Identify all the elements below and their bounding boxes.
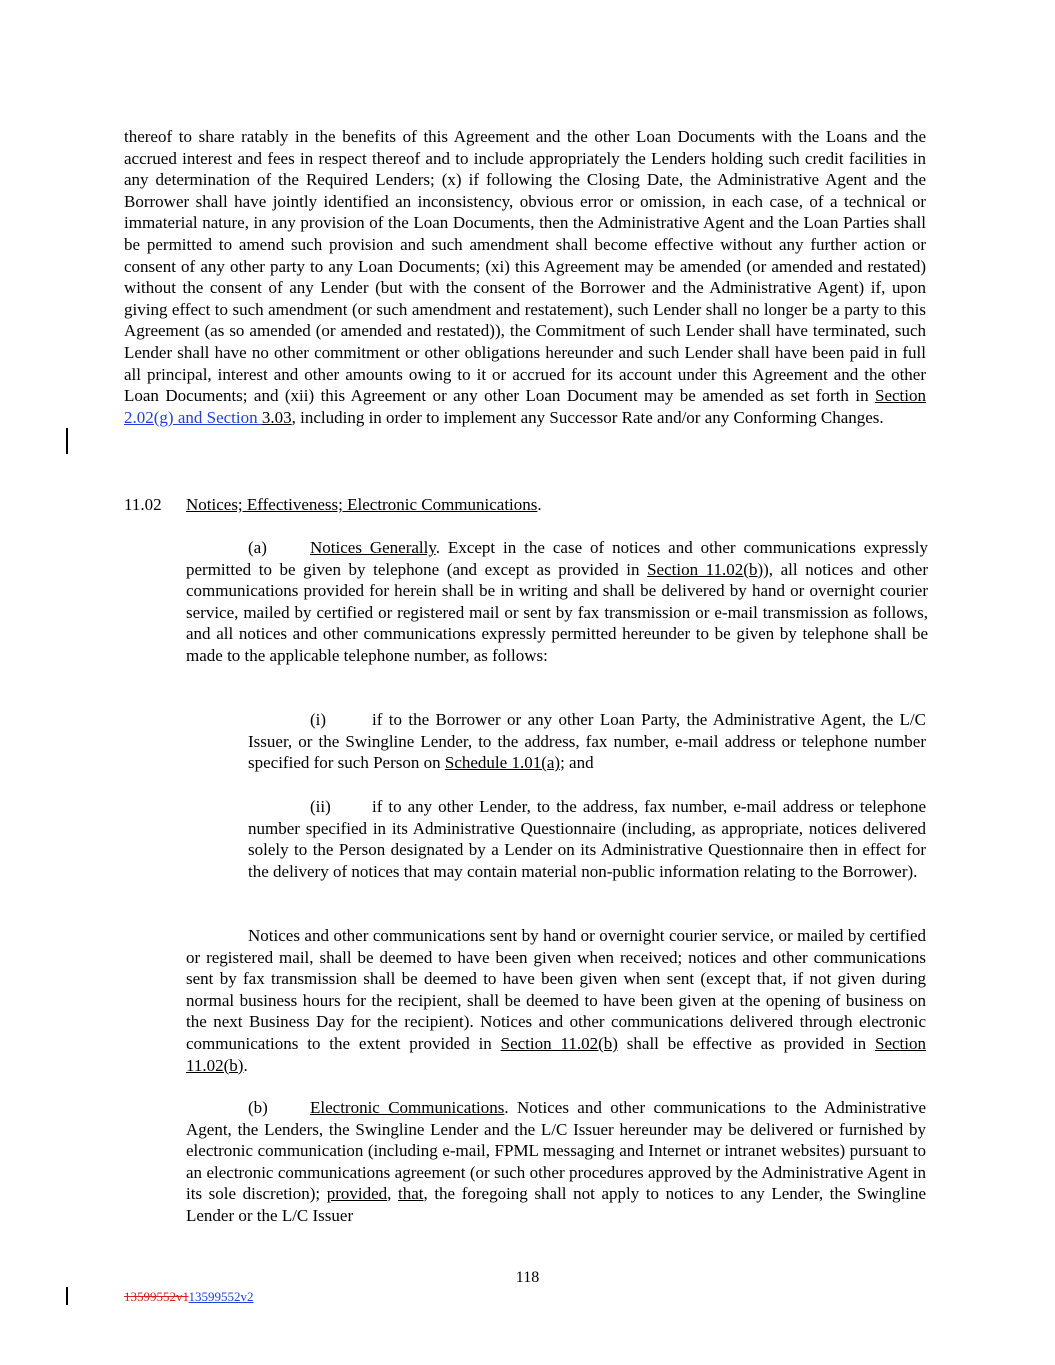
comma-separator: , [387,1184,398,1204]
paragraph-ii [248,796,926,882]
paragraph-notices-effectiveness [186,925,926,1076]
section-ref-word[interactable]: Section [875,386,926,406]
paragraph-title: Notices Generally [310,538,436,557]
paragraph-label: (a) [248,538,267,557]
paragraph-b [186,1097,926,1227]
section-ref-number[interactable]: 3.03 [261,407,292,427]
paragraph-text: . Except in the case of notices and other communications expressly permitted to be given by telephone (and except as provided in [186,538,928,579]
continued-paragraph [124,126,926,428]
paragraph-text-end: , the foregoing shall not apply to notices to any Lender, the Swingline Lender or the L/C Issuer [186,1184,926,1225]
inserted-section-ref[interactable]: 2.02(g) and Section [124,407,262,427]
paragraph-text-end: , including in order to implement any Successor Rate and/or any Conforming Changes. [291,407,884,427]
paragraph-label: (i) [310,710,327,729]
paragraph-label: (ii) [310,797,331,816]
section-number: 11.02 [124,495,162,514]
that-term: that [397,1184,424,1204]
schedule-ref[interactable]: Schedule 1.01(a) [444,753,561,773]
section-title-period: . [537,495,542,514]
paragraph-text-end: ), all notices and other communications provided for herein shall be in writing and shall be delivered by hand or overnight courier service, mailed by certified or registered mail or sent by fax transmission or e-mail transmission as follows, and all notices and other communications expressly permitted hereunder to be given by telephone shall be made to the applicable telephone number, as follows: [186,559,928,665]
paragraph-text: Notices and other communications sent by hand or overnight courier service, or mailed by certified or registered mail, shall be deemed to have been given when received; notices and other communications sent by fax transmission shall be deemed to have been given when sent (except that, if not given during normal business hours for the recipient, shall be deemed to have been given at the opening of business on the next Business Day for the recipient). Notices and other communications delivered through electronic communications to the extent provided in [186,926,926,1053]
provided-term: provided [326,1184,388,1204]
paragraph-text: thereof to share ratably in the benefits of this Agreement and the other Loan Documents with the Loans and the accrued interest and fees in respect thereof and to include appropriately the Lenders holding such credit facilities in any determination of the Required Lenders; (x) if following the Closing Date, the Administrative Agent and the Borrower shall have jointly identified an inconsistency, obvious error or omission, in each case, of a technical or immaterial nature, in any provision of the Loan Documents, then the Administrative Agent and the Loan Parties shall be permitted to amend such provision and such amendment shall become effective without any further action or consent of any other party to any Loan Documents; (xi) this Agreement may be amended (or amended and restated) without the consent of any Lender (but with the consent of the Borrower and the Administrative Agent) if, upon giving effect to such amendment (or such amendment and restatement), such Lender shall no longer be a party to this Agreement (as so amended (or amended and restated)), the Commitment of such Lender shall have terminated, such Lender shall have no other commitment or other obligations hereunder and such Lender shall have been paid in full all principal, interest and other amounts owing to it or accrued for its account under this Agreement and the other Loan Documents; and (xii) this Agreement or any other Loan Document may be amended as set forth in [124,127,926,406]
page-number: 118 [515,1269,540,1286]
revision-bar [66,428,68,454]
paragraph-a [186,537,928,667]
paragraph-text-middle: shall be effective as provided in [617,1033,875,1053]
paragraph-i [248,709,926,774]
section-ref[interactable]: Section 11.02(b) [500,1033,618,1053]
section-heading [124,494,926,516]
deleted-doc-id: 13599552v1 [124,1289,189,1304]
section-ref[interactable]: Section 11.02(b) [647,559,764,579]
paragraph-text-end: ; and [560,753,594,773]
paragraph-text: if to any other Lender, to the address, fax number, e-mail address or telephone number specified in its Administrative Questionnaire (including, as appropriate, notices delivered solely to the Person designated by a Lender on its Administrative Questionnaire then in effect for the delivery of notices that may contain material non-public information relating to the Borrower). [248,797,926,881]
paragraph-text-end: . [243,1055,248,1075]
paragraph-title: Electronic Communications [310,1098,505,1117]
revision-bar-footer [66,1287,68,1305]
paragraph-label: (b) [248,1098,268,1117]
paragraph-text: if to the Borrower or any other Loan Party, the Administrative Agent, the L/C Issuer, or the Swingline Lender, to the address, fax number, e-mail address or telephone number specified for such Person on [248,710,926,773]
inserted-doc-id: 13599552v2 [188,1289,254,1304]
document-id [124,1286,254,1308]
section-title: Notices; Effectiveness; Electronic Communications [186,495,538,514]
paragraph-text: . Notices and other communications to the Administrative Agent, the Lenders, the Swingline Lender and the L/C Issuer hereunder may be delivered or furnished by electronic communication (including e-mail, FPML messaging and Internet or intranet websites) pursuant to an electronic communications agreement (or such other procedures approved by the Administrative Agent in its sole discretion); [186,1098,927,1204]
section-ref[interactable]: Section 11.02(b) [186,1033,926,1075]
